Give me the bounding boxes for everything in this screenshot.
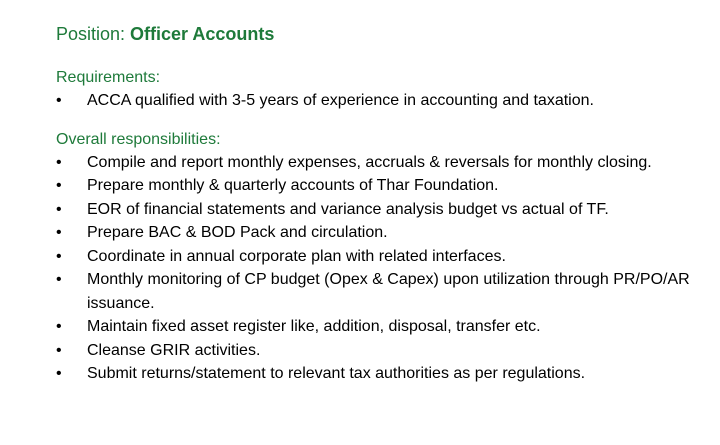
responsibility-text: Monthly monitoring of CP budget (Opex & Capex) upon utilization through PR/PO/AR issuance. <box>87 271 690 312</box>
responsibilities-heading: Overall responsibilities: <box>56 130 221 148</box>
bullet-icon: • <box>56 318 62 335</box>
responsibility-text: Submit returns/statement to relevant tax authorities as per regulations. <box>87 365 586 382</box>
responsibility-text: EOR of financial statements and variance analysis budget vs actual of TF. <box>87 200 609 218</box>
responsibility-text: Compile and report monthly expenses, accruals & reversals for monthly closing. <box>87 153 652 171</box>
bullet-icon: • <box>56 365 62 382</box>
requirements-heading: Requirements: <box>56 69 161 86</box>
position-label: Position: <box>56 24 131 44</box>
requirements-list <box>56 89 706 113</box>
bullet-icon: • <box>56 177 62 194</box>
responsibility-item <box>56 362 706 386</box>
bullet-icon: • <box>56 153 62 171</box>
responsibility-text: Maintain fixed asset register like, addition, disposal, transfer etc. <box>87 318 541 335</box>
responsibilities-list <box>56 151 706 386</box>
responsibility-text: Coordinate in annual corporate plan with related interfaces. <box>87 247 506 265</box>
job-description <box>56 21 706 386</box>
responsibility-item <box>56 315 706 339</box>
responsibility-text: Cleanse GRIR activities. <box>87 341 261 359</box>
bullet-icon: • <box>56 247 62 265</box>
requirement-text: ACCA qualified with 3-5 years of experience in accounting and taxation. <box>87 92 594 109</box>
bullet-icon: • <box>56 224 62 241</box>
bullet-icon: • <box>56 92 62 109</box>
responsibility-item <box>56 245 706 269</box>
responsibility-text: Prepare monthly & quarterly accounts of Thar Foundation. <box>87 177 499 194</box>
responsibility-text: Prepare BAC & BOD Pack and circulation. <box>87 224 388 241</box>
responsibility-item <box>56 151 706 175</box>
responsibility-item <box>56 174 706 198</box>
responsibility-item <box>56 198 706 222</box>
position-line <box>56 21 706 48</box>
bullet-icon: • <box>56 271 62 288</box>
responsibility-item <box>56 221 706 245</box>
responsibility-item <box>56 268 706 315</box>
bullet-icon: • <box>56 200 62 218</box>
responsibility-item <box>56 339 706 363</box>
bullet-icon: • <box>56 341 62 359</box>
requirement-item <box>56 89 706 113</box>
position-title: Officer Accounts <box>130 24 275 44</box>
